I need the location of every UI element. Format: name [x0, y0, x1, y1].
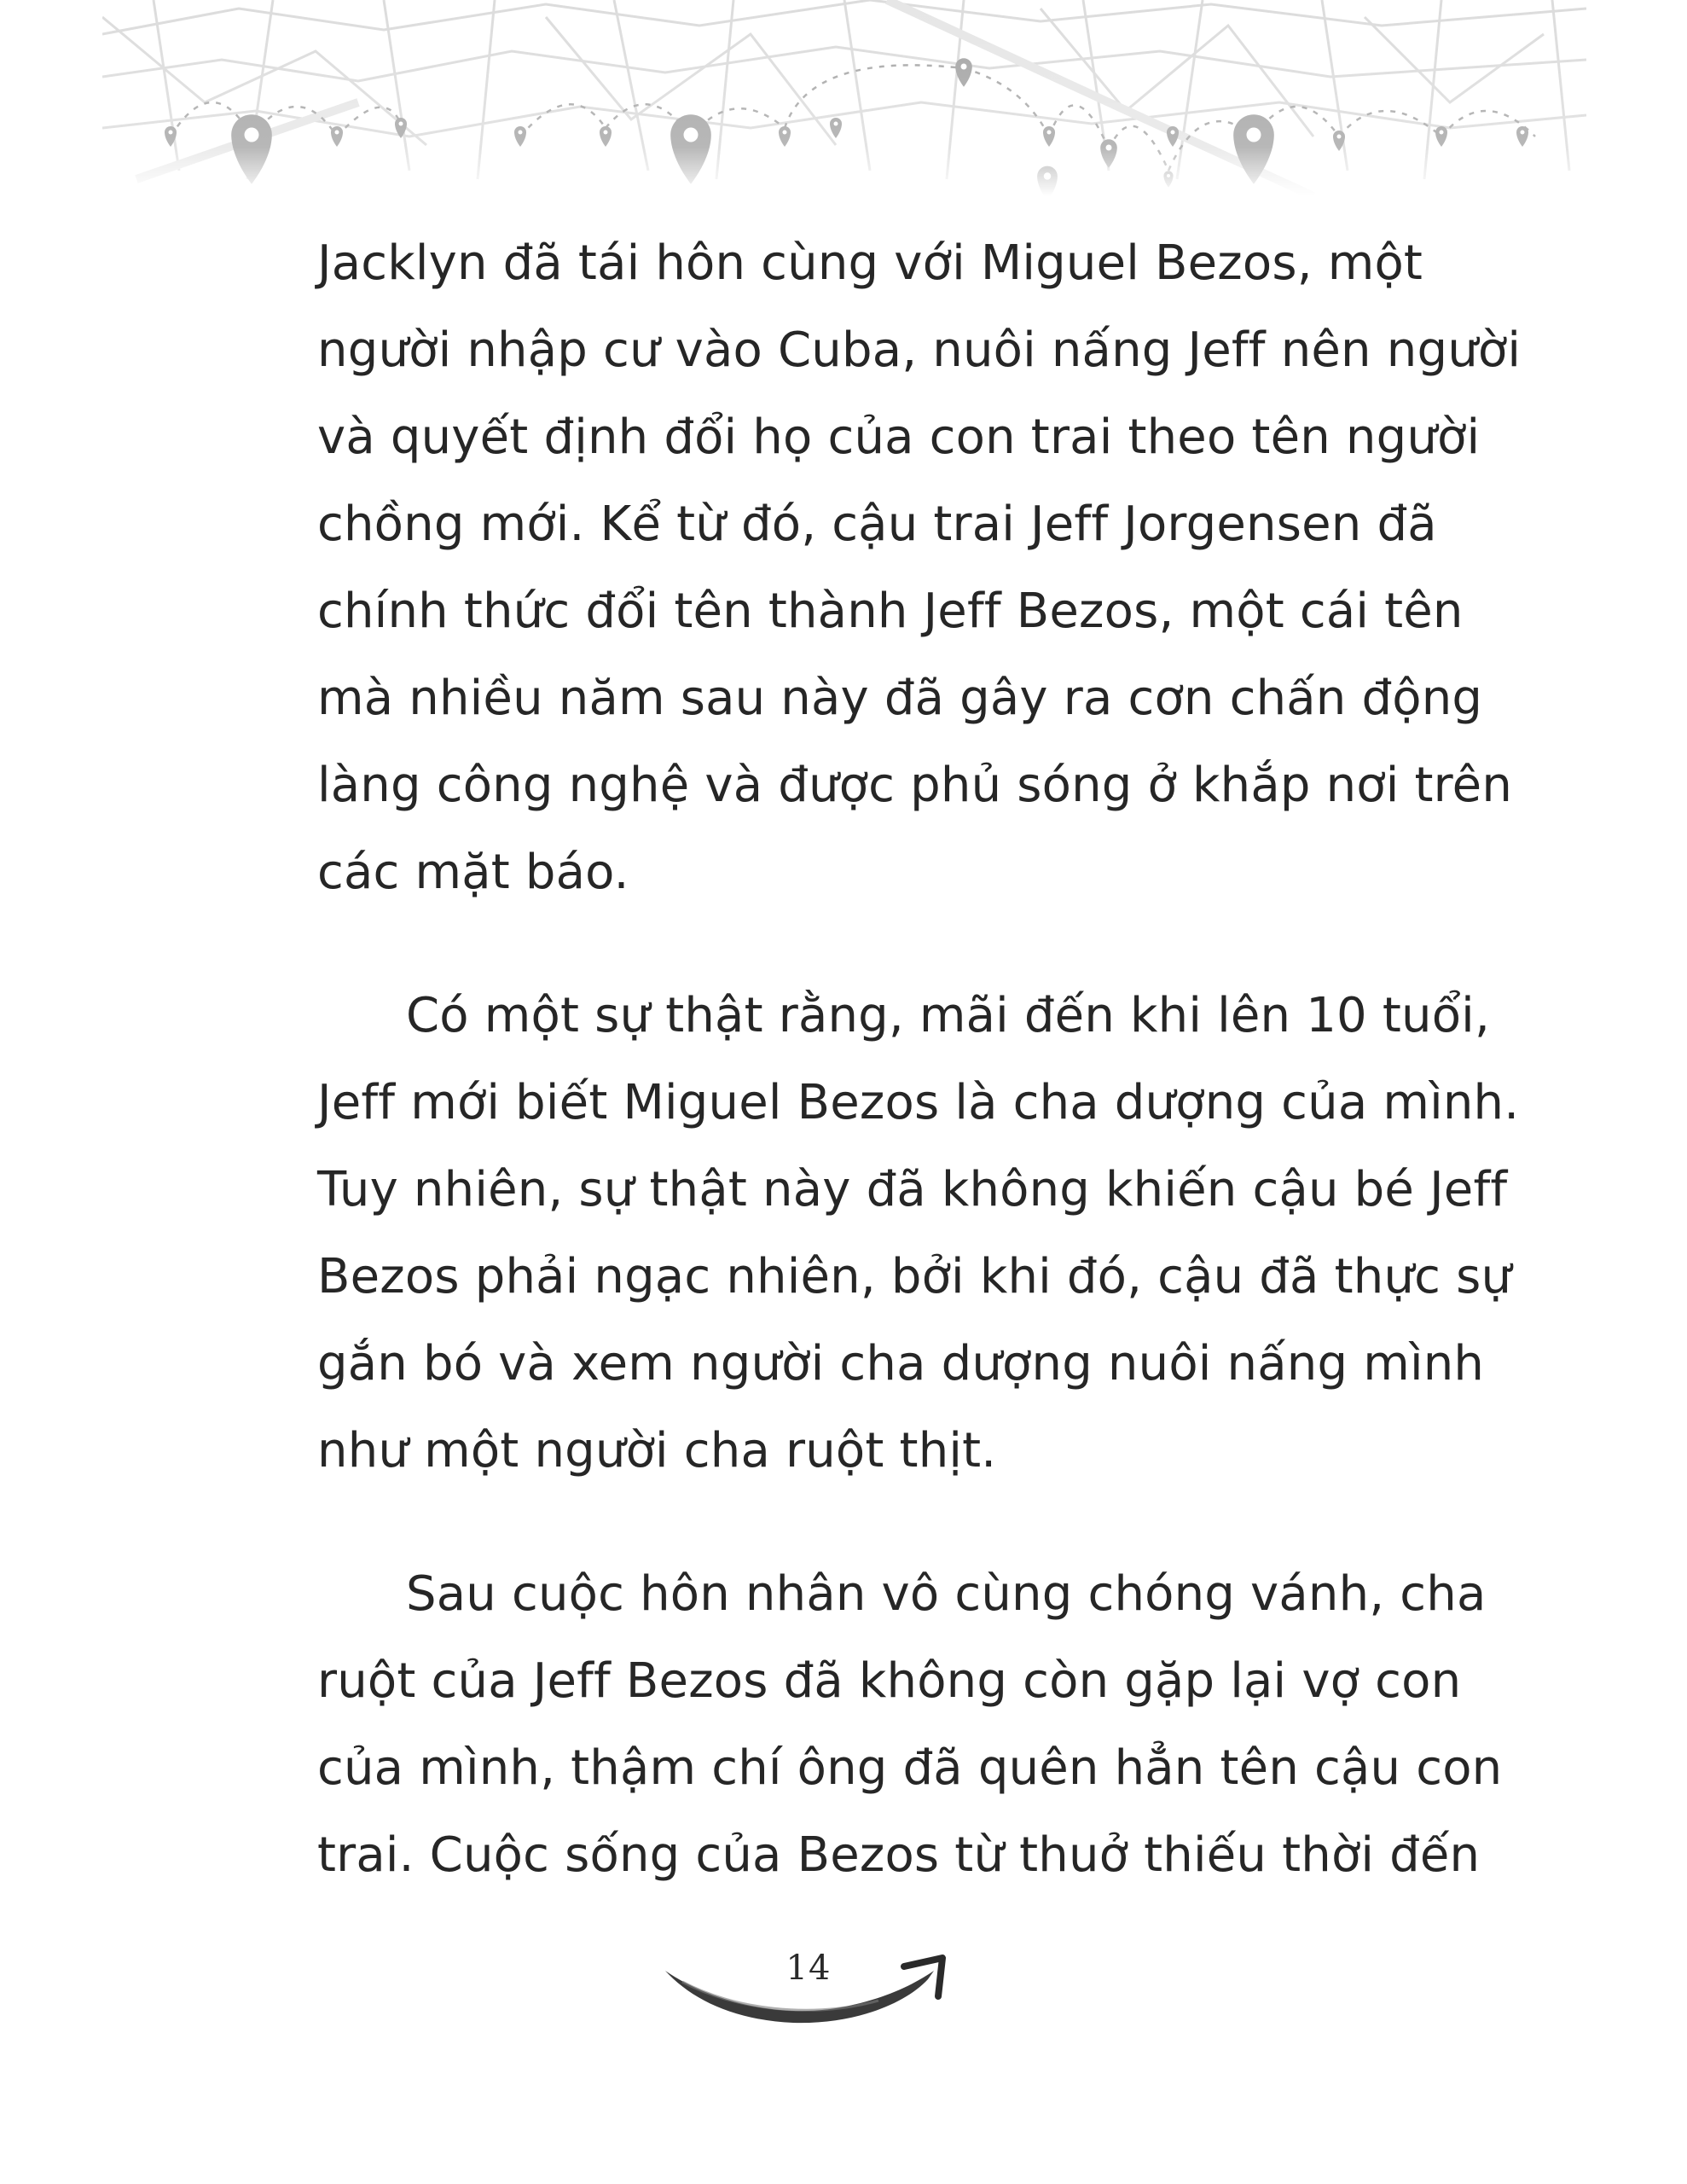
text-line: Bezos phải ngạc nhiên, bởi khi đó, cậu đã thực sự: [317, 1249, 1512, 1304]
text-line: làng công nghệ và được phủ sóng ở khắp nơi trên: [317, 758, 1513, 813]
text-line: Jeff mới biết Miguel Bezos là cha dượng của mình.: [317, 1075, 1520, 1130]
paragraph-3: [317, 1551, 1503, 1899]
page-number: 14: [786, 1949, 832, 1988]
text-line: mà nhiều năm sau này đã gây ra cơn chấn động: [317, 671, 1483, 726]
body-text: [317, 220, 1522, 1899]
text-line: người nhập cư vào Cuba, nuôi nấng Jeff nên người: [317, 322, 1522, 378]
paragraph-gap: [317, 1495, 1383, 1551]
text-line: Sau cuộc hôn nhân vô cùng chóng vánh, cha: [406, 1566, 1487, 1622]
text-line: như một người cha ruột thịt.: [317, 1423, 997, 1478]
text-line: trai. Cuộc sống của Bezos từ thuở thiếu thời đến: [317, 1827, 1481, 1883]
header-map-decoration: [102, 0, 1586, 196]
paragraph-2: [317, 973, 1520, 1495]
text-line: Jacklyn đã tái hôn cùng với Miguel Bezos, một: [317, 235, 1423, 291]
text-line: của mình, thậm chí ông đã quên hẳn tên cậu con: [317, 1740, 1503, 1796]
brush-stroke-texture: [682, 1982, 878, 2010]
text-line: Tuy nhiên, sự thật này đã không khiến cậu bé Jeff: [317, 1162, 1508, 1217]
text-line: chồng mới. Kể từ đó, cậu trai Jeff Jorgensen đã: [317, 497, 1437, 552]
text-line: ruột của Jeff Bezos đã không còn gặp lại vợ con: [317, 1653, 1462, 1709]
text-line: chính thức đổi tên thành Jeff Bezos, một cái tên: [317, 584, 1464, 639]
paragraph-gap: [317, 916, 1383, 973]
paragraph-1: [317, 220, 1522, 916]
text-line: các mặt báo.: [317, 845, 629, 900]
text-line: Có một sự thật rằng, mãi đến khi lên 10 tuổi,: [406, 988, 1490, 1043]
text-line: gắn bó và xem người cha dượng nuôi nấng mình: [317, 1336, 1485, 1391]
text-line: và quyết định đổi họ của con trai theo tên người: [317, 410, 1481, 465]
